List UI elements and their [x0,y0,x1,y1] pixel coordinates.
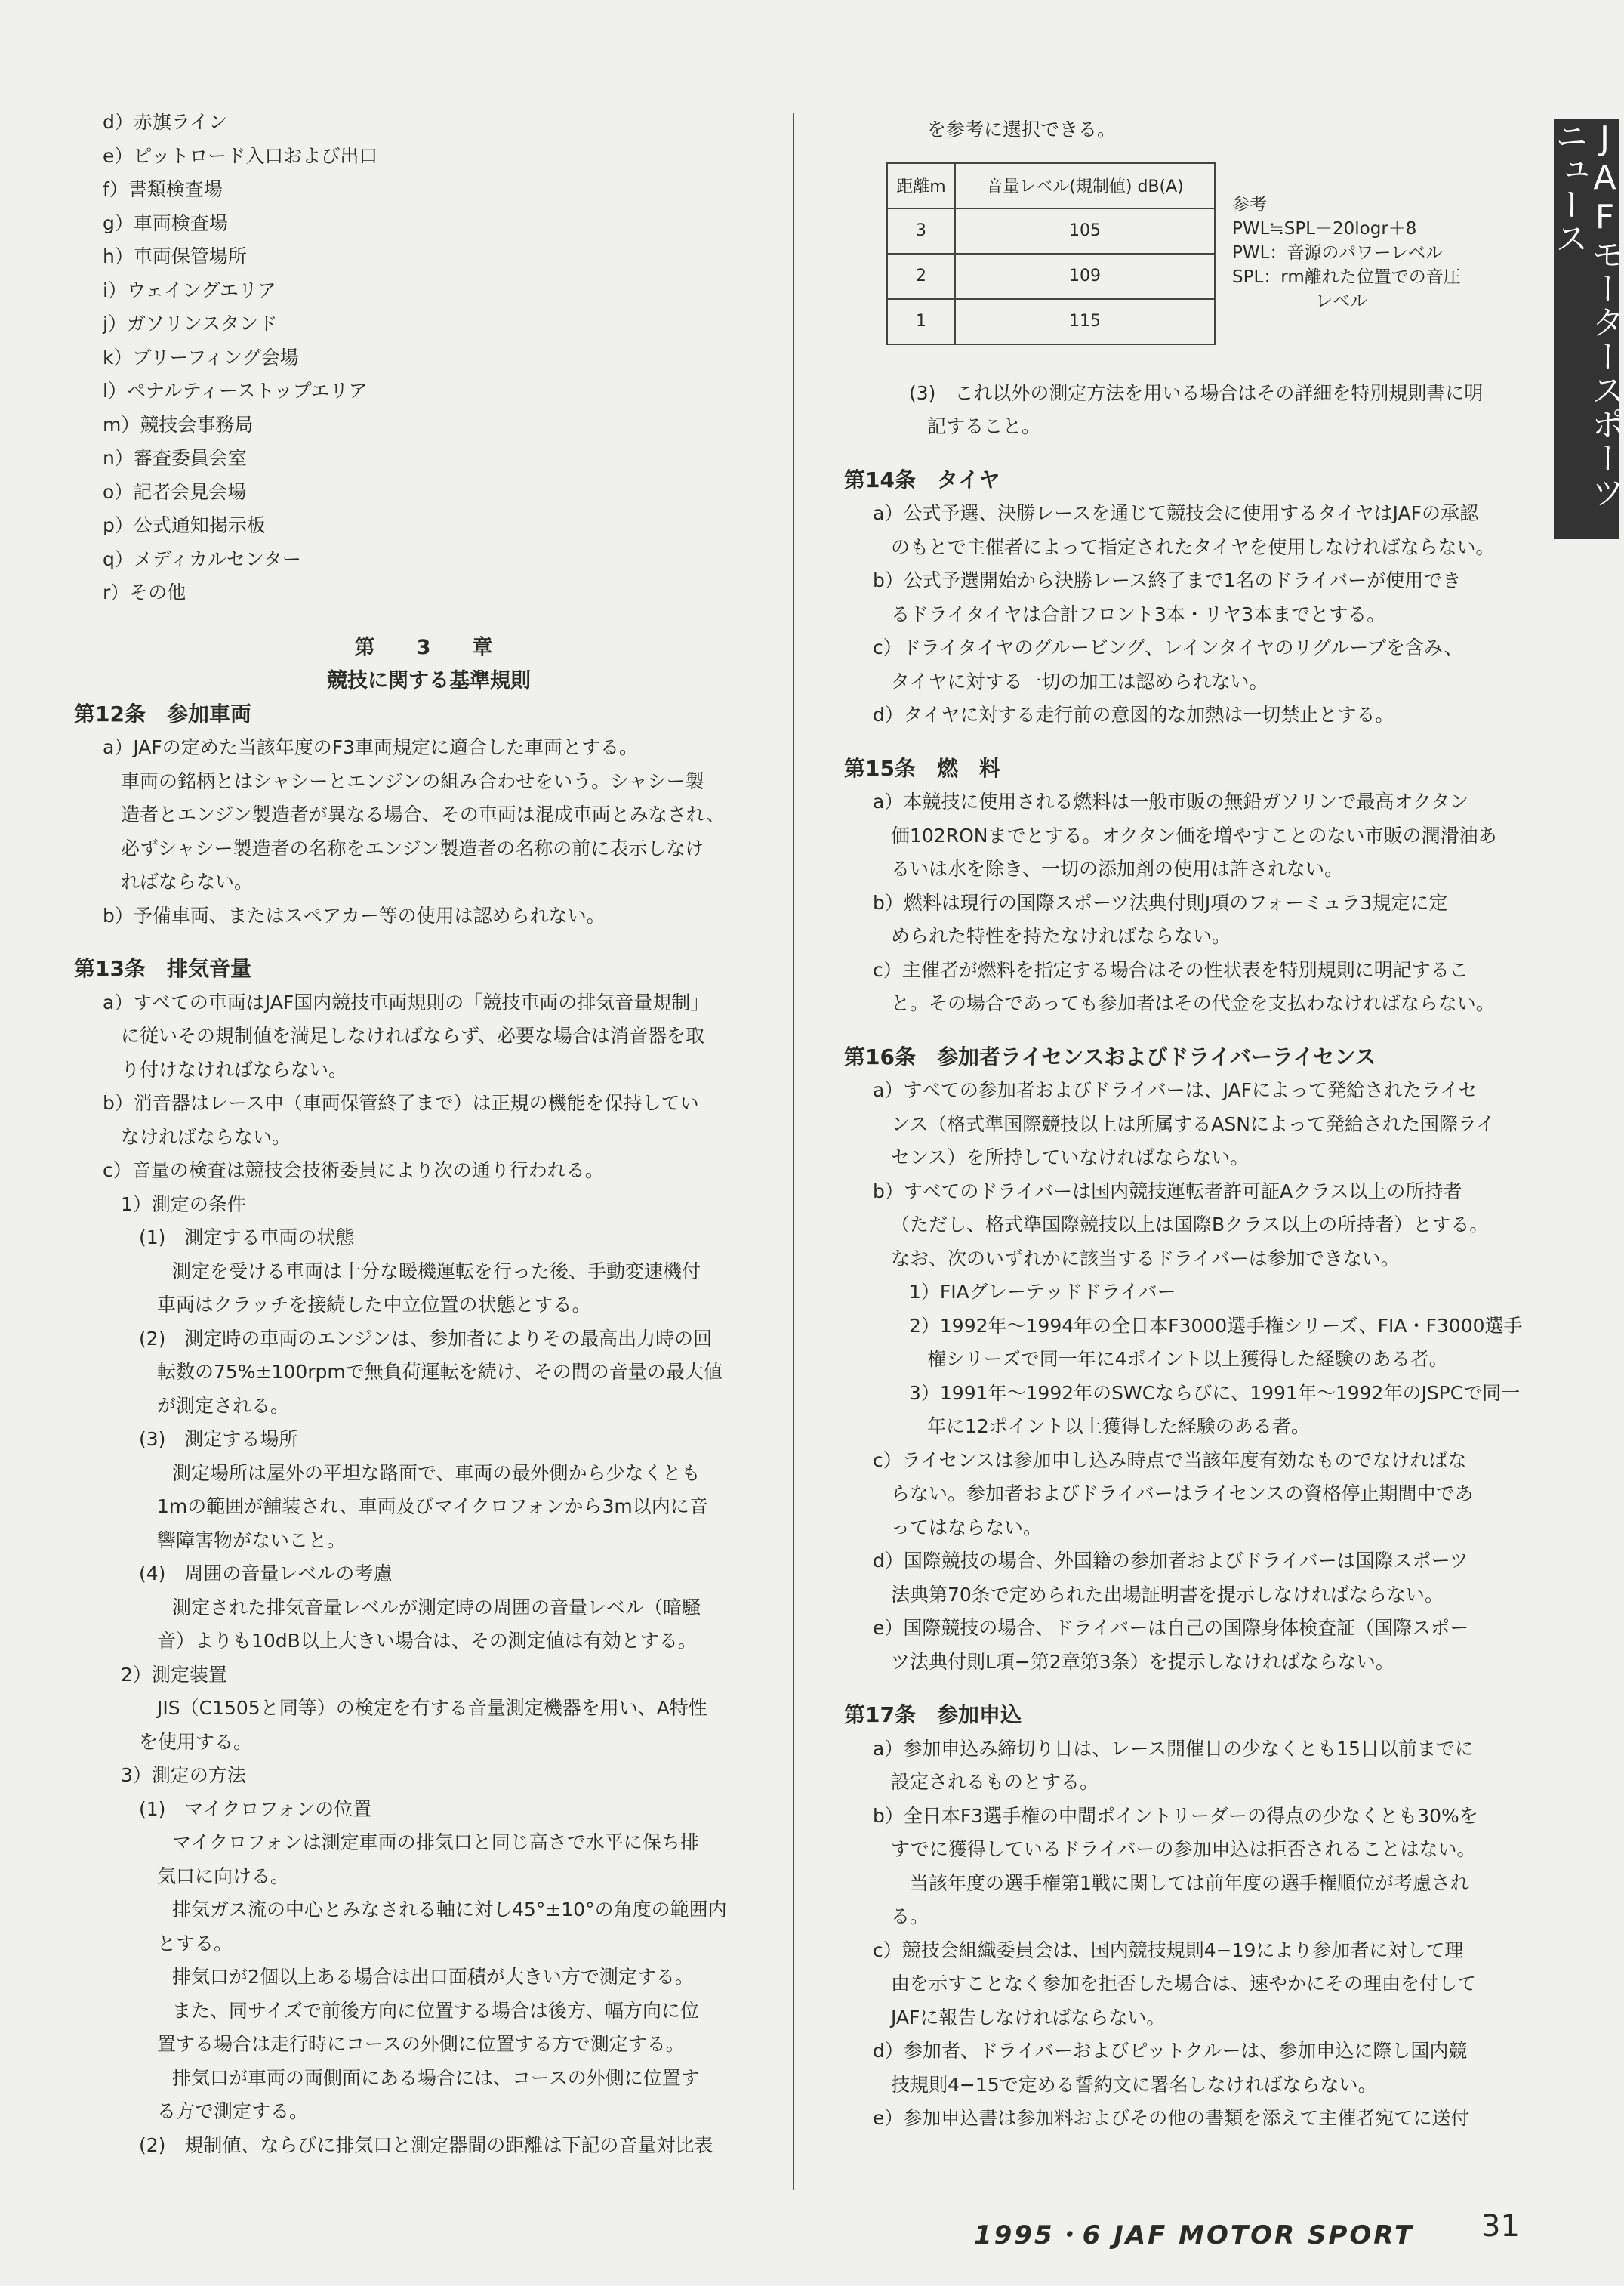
table-cell: 109 [955,254,1215,299]
article-16-text: a）すべての参加者およびドライバーは、JAFによって発給されたライセ [873,1079,1478,1101]
subsection-heading: 2）測定装置 [121,1663,227,1686]
list-item: j）ガソリンスタンド [103,313,278,335]
article-17-text: 設定されるものとする。 [891,1771,1099,1793]
article-16-text: センス）を所持していなければならない。 [891,1146,1250,1168]
table-header: 音量レベル(規制値) dB(A) [955,163,1215,208]
list-item: i）ウェイングエリア [103,279,276,301]
table-header: 距離m [887,163,955,208]
table-row [887,254,1215,299]
subsection-text: る方で測定する。 [157,2100,309,2122]
table-cell: 3 [887,208,955,254]
article-13-heading: 第13条 排気音量 [74,956,251,981]
article-16-heading: 第16条 参加者ライセンスおよびドライバーライセンス [844,1044,1376,1069]
article-16-text: ってはならない。 [891,1516,1043,1538]
table-cell: 105 [955,208,1215,254]
article-16-subitem: 権シリーズで同一年に4ポイント以上獲得した経験のある者。 [927,1348,1448,1370]
article-16-subitem: 2）1992年〜1994年の全日本F3000選手権シリーズ、FIA・F3000選手 [909,1314,1523,1337]
article-16-text: （ただし、格式準国際競技以上は国際Bクラス以上の所持者）とする。 [891,1214,1489,1236]
article-15-text: c）主催者が燃料を指定する場合はその性状表を特別規則に明記するこ [873,958,1468,981]
article-14-text: a）公式予選、決勝レースを通じて競技会に使用するタイヤはJAFの承認 [873,502,1478,524]
list-item: p）公式通知掲示板 [103,514,266,536]
article-16-text: d）国際競技の場合、外国籍の参加者およびドライバーは国際スポーツ [873,1550,1468,1572]
article-15-text: るいは水を除き、一切の添加剤の使用は許されない。 [891,858,1344,880]
subsection-item: (3) 測定する場所 [139,1428,298,1450]
table-cell: 1 [887,299,955,344]
subsection-text: また、同サイズで前後方向に位置する場合は後方、幅方向に位 [172,1999,700,2022]
reference-note [1232,193,1461,313]
list-item: n）審査委員会室 [103,447,247,469]
article-15-heading: 第15条 燃 料 [844,755,1000,781]
subsection-text: 測定を受ける車両は十分な暖機運転を行った後、手動変速機付 [172,1260,701,1282]
article-14-text: のもとで主催者によって指定されたタイヤを使用しなければならない。 [891,535,1495,558]
subsection-text: 1mの範囲が舗装され、車両及びマイクロフォンから3m以内に音 [157,1495,708,1517]
article-16-subitem: 年に12ポイント以上獲得した経験のある者。 [927,1415,1310,1437]
chapter-title: 競技に関する基準規則 [327,668,531,693]
article-16-subitem: 3）1991年〜1992年のSWCならびに、1991年〜1992年のJSPCで同一 [909,1381,1521,1404]
article-16-subitem: 1）FIAグレーテッドドライバー [909,1281,1176,1303]
article-17-text: すでに獲得しているドライバーの参加申込は拒否されることはない。 [891,1838,1476,1860]
article-16-text: 法典第70条で定められた出場証明書を提示しなければならない。 [891,1583,1444,1606]
list-item: d）赤旗ライン [103,111,228,133]
note-line: PWL≒SPL＋20logr＋8 [1232,218,1417,239]
subsection-text: 排気ガス流の中心とみなされる軸に対し45°±10°の角度の範囲内 [172,1899,727,1920]
note-line: レベル [1315,291,1367,311]
article-16-text: なお、次のいずれかに該当するドライバーは参加できない。 [891,1247,1400,1269]
article-13-text: なければならない。 [121,1125,291,1148]
article-17-text: 由を示すことなく参加を拒否した場合は、速やかにその理由を付して [891,1973,1477,1994]
facility-list [74,106,753,610]
subsection-text: 測定された排気音量レベルが測定時の周囲の音量レベル（暗騒 [172,1596,701,1618]
article-17-text: 技規則4−15で定める誓約文に署名しなければならない。 [891,2073,1377,2096]
article-17-heading: 第17条 参加申込 [844,1702,1022,1727]
list-item: r）その他 [103,582,186,603]
subsection-text: 記すること。 [927,415,1041,437]
list-item: l）ペナルティーストップエリア [103,380,368,402]
article-14-text: b）公式予選開始から決勝レース終了まで1名のドライバーが使用でき [873,569,1462,591]
article-15-text: b）燃料は現行の国際スポーツ法典付則J項のフォーミュラ3規定に定 [873,891,1448,914]
table-row [887,299,1215,344]
list-item: g）車両検査場 [103,211,228,234]
article-15-text: と。その場合であっても参加者はその代金を支払わなければならない。 [891,992,1495,1014]
subsection-text: 響障害物がないこと。 [157,1529,347,1551]
list-item: f）書類検査場 [103,178,223,200]
list-item: k）ブリーフィング会場 [103,346,299,369]
list-item: q）メディカルセンター [103,548,301,570]
right-column [844,113,1523,2136]
article-16-text: c）ライセンスは参加申し込み時点で当該年度有効なものでなければな [873,1448,1467,1471]
table-cell: 2 [887,254,955,299]
chapter-number: 第 3 章 [354,635,504,659]
subsection-text: 排気口が2個以上ある場合は出口面積が大きい方で測定する。 [172,1966,694,1988]
subsection-item: (1) 測定する車両の状態 [139,1226,355,1248]
article-14-text: c）ドライタイヤのグルービング、レインタイヤのリグルーブを含み、 [873,637,1463,659]
subsection-text: JIS（C1505と同等）の検定を有する音量測定機器を用い、A特性 [157,1697,707,1719]
note-line: SPL：rm離れた位置での音圧 [1232,267,1461,287]
subsection-item: (2) 測定時の車両のエンジンは、参加者によりその最高出力時の回 [139,1327,713,1350]
list-item: h）車両保管場所 [103,245,247,267]
article-17-text: b）全日本F3選手権の中間ポイントリーダーの得点の少なくとも30%を [873,1804,1478,1827]
article-17-text: る。 [891,1905,929,1927]
subsection-text: 測定場所は屋外の平坦な路面で、車両の最外側から少なくとも [172,1461,701,1484]
magazine-footer: 1995・6 JAF MOTOR SPORT [974,2220,1415,2251]
article-13-text: c）音量の検査は競技会技術委員により次の通り行われる。 [103,1159,604,1181]
article-17-text: a）参加申込み締切り日は、レース開催日の少なくとも15日以前までに [873,1737,1474,1760]
list-item: o）記者会見会場 [103,480,247,503]
article-16-text: らない。参加者およびドライバーはライセンスの資格停止期間中であ [891,1482,1474,1504]
article-12-text: 造者とエンジン製造者が異なる場合、その車両は混成車両とみなされ、 [121,804,726,825]
article-13-text: に従いその規制値を満足しなければならず、必要な場合は消音器を取 [121,1025,705,1047]
section-tab: JAFモータースポーツニュース [1554,119,1619,539]
article-14-text: d）タイヤに対する走行前の意図的な加熱は一切禁止とする。 [873,704,1394,726]
column-divider [793,113,794,2190]
article-12-heading: 第12条 参加車両 [74,701,251,727]
subsection-text: マイクロフォンは測定車両の排気口と同じ高さで水平に保ち排 [172,1831,699,1853]
article-17-text: c）競技会組織委員会は、国内競技規則4−19により参加者に対して理 [873,1939,1464,1961]
sound-level-table [886,162,1216,345]
article-15-text: 価102RONまでとする。オクタン価を増やすことのない市販の潤滑油あ [891,824,1497,847]
article-15-text: められた特性を持たなければならない。 [891,925,1231,947]
article-12-b: b）予備車両、またはスペアカー等の使用は認められない。 [103,904,606,927]
subsection-text: を使用する。 [139,1730,253,1753]
subsection-text: が測定される。 [157,1394,290,1417]
subsection-text: 気口に向ける。 [157,1865,290,1887]
article-16-text: b）すべてのドライバーは国内競技運転者許可証Aクラス以上の所持者 [873,1180,1462,1202]
article-14-heading: 第14条 タイヤ [844,467,1000,492]
note-title: 参考 [1232,194,1267,214]
article-16-text: ツ法典付則L項−第2章第3条）を提示しなければならない。 [891,1650,1394,1673]
subsection-heading: 3）測定の方法 [121,1764,246,1786]
sound-level-table-block [886,162,1516,366]
subsection-item: (4) 周囲の音量レベルの考慮 [139,1563,393,1584]
article-17-text: JAFに報告しなければならない。 [891,2006,1166,2028]
subsection-item: (3) これ以外の測定方法を用いる場合はその詳細を特別規則書に明 [909,381,1484,404]
article-12-text: ればならない。 [121,871,254,893]
table-header-row [887,163,1215,208]
list-item: e）ピットロード入口および出口 [103,144,378,167]
article-15-text: a）本競技に使用される燃料は一般市販の無鉛ガソリンで最高オクタン [873,791,1469,813]
article-13-text: り付けなければならない。 [121,1058,348,1081]
article-16-text: ンス（格式準国際競技以上は所属するASNによって発給された国際ライ [891,1112,1496,1135]
page-number: 31 [1481,2209,1520,2244]
article-12-text: 車両の銘柄とはシャシーとエンジンの組み合わせをいう。シャシー製 [121,770,704,792]
subsection-text: 排気口が車両の両側面にある場合には、コースの外側に位置す [172,2066,700,2089]
subsection-text: とする。 [157,1932,233,1954]
article-13-text: b）消音器はレース中（車両保管終了まで）は正規の機能を保持してい [103,1092,699,1114]
table-row [887,208,1215,254]
article-13-text: a）すべての車両はJAF国内競技車両規則の「競技車両の排気音量規制」 [103,991,710,1013]
article-17-text: 当該年度の選手権第1戦に関しては前年度の選手権順位が考慮され [891,1871,1469,1894]
subsection-item: (2) 規制値、ならびに排気口と測定器間の距離は下記の音量対比表 [139,2133,713,2156]
article-12-a: a）JAFの定めた当該年度のF3車両規定に適合した車両とする。 [103,736,639,758]
note-line: PWL：音源のパワーレベル [1232,242,1443,263]
subsection-heading: 1）測定の条件 [121,1192,246,1215]
subsection-text: 転数の75%±100rpmで無負荷運転を続け、その間の音量の最大値 [157,1361,723,1383]
article-17-text: e）参加申込書は参加料およびその他の書類を添えて主催者宛てに送付 [873,2107,1470,2129]
subsection-text: 車両はクラッチを接続した中立位置の状態とする。 [157,1294,591,1316]
table-cell: 115 [955,299,1215,344]
subsection-text: 音）よりも10dB以上大きい場合は、その測定値は有効とする。 [157,1630,697,1652]
article-14-text: るドライタイヤは合計フロント3本・リヤ3本までとする。 [891,603,1386,625]
article-12-text: 必ずシャシー製造者の名称をエンジン製造者の名称の前に表示しなけ [121,837,704,859]
list-item: m）競技会事務局 [103,413,254,436]
left-column [74,106,753,2162]
article-14-text: タイヤに対する一切の加工は認められない。 [891,670,1268,693]
article-16-text: e）国際競技の場合、ドライバーは自己の国際身体検査証（国際スポー [873,1617,1469,1639]
article-17-text: d）参加者、ドライバーおよびピットクルーは、参加申込に際し国内競 [873,2040,1468,2062]
subsection-text: 置する場合は走行時にコースの外側に位置する方で測定する。 [157,2033,685,2055]
continued-text: を参考に選択できる。 [927,119,1117,140]
subsection-item: (1) マイクロフォンの位置 [139,1797,372,1820]
